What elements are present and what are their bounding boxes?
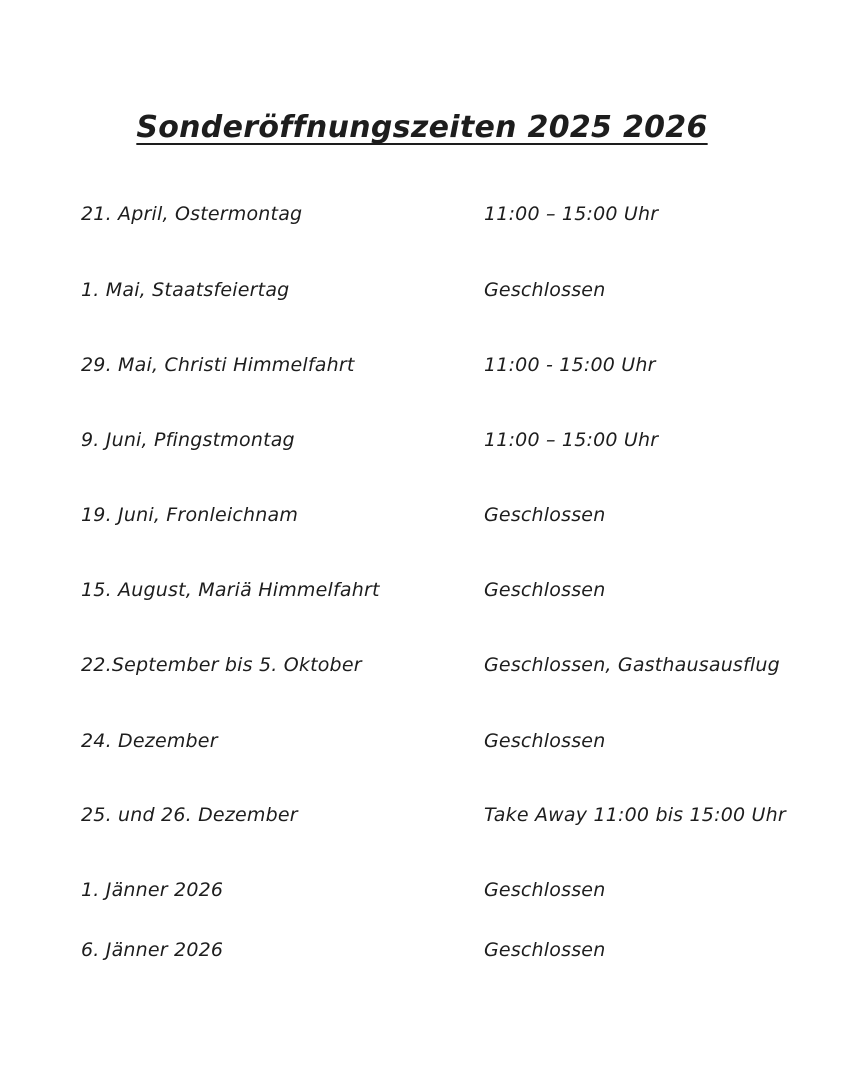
event-date: 24. Dezember [81, 730, 218, 752]
event-date: 19. Juni, Fronleichnam [81, 504, 299, 526]
event-hours: 11:00 – 15:00 Uhr [484, 429, 659, 451]
event-date: 22.September bis 5. Oktober [81, 654, 362, 676]
event-date: 29. Mai, Christi Himmelfahrt [81, 354, 355, 376]
event-date: 9. Juni, Pfingstmontag [81, 429, 295, 451]
event-hours: Geschlossen [484, 879, 606, 901]
event-date: 25. und 26. Dezember [81, 804, 298, 826]
schedule-row [0, 654, 844, 680]
event-date: 15. August, Mariä Himmelfahrt [81, 579, 380, 601]
schedule-row [0, 279, 844, 305]
schedule-row [0, 429, 844, 455]
schedule-row [0, 354, 844, 380]
document-title: Sonderöffnungszeiten 2025 2026 [136, 110, 708, 146]
event-hours: Geschlossen [484, 504, 606, 526]
schedule-row [0, 504, 844, 530]
event-hours: Geschlossen [484, 730, 606, 752]
event-hours: Geschlossen, Gasthausausflug [484, 654, 780, 676]
event-date: 1. Mai, Staatsfeiertag [81, 279, 290, 301]
schedule-row [0, 579, 844, 605]
event-hours: Geschlossen [484, 939, 606, 961]
event-hours: 11:00 - 15:00 Uhr [484, 354, 656, 376]
event-date: 1. Jänner 2026 [81, 879, 224, 901]
schedule-row [0, 879, 844, 905]
schedule-row [0, 804, 844, 830]
event-hours: Geschlossen [484, 579, 606, 601]
event-date: 21. April, Ostermontag [81, 203, 303, 225]
event-date: 6. Jänner 2026 [81, 939, 224, 961]
schedule-row [0, 939, 844, 965]
event-hours: Geschlossen [484, 279, 606, 301]
event-hours: Take Away 11:00 bis 15:00 Uhr [484, 804, 786, 826]
schedule-row [0, 730, 844, 756]
schedule-row [0, 203, 844, 229]
event-hours: 11:00 – 15:00 Uhr [484, 203, 659, 225]
